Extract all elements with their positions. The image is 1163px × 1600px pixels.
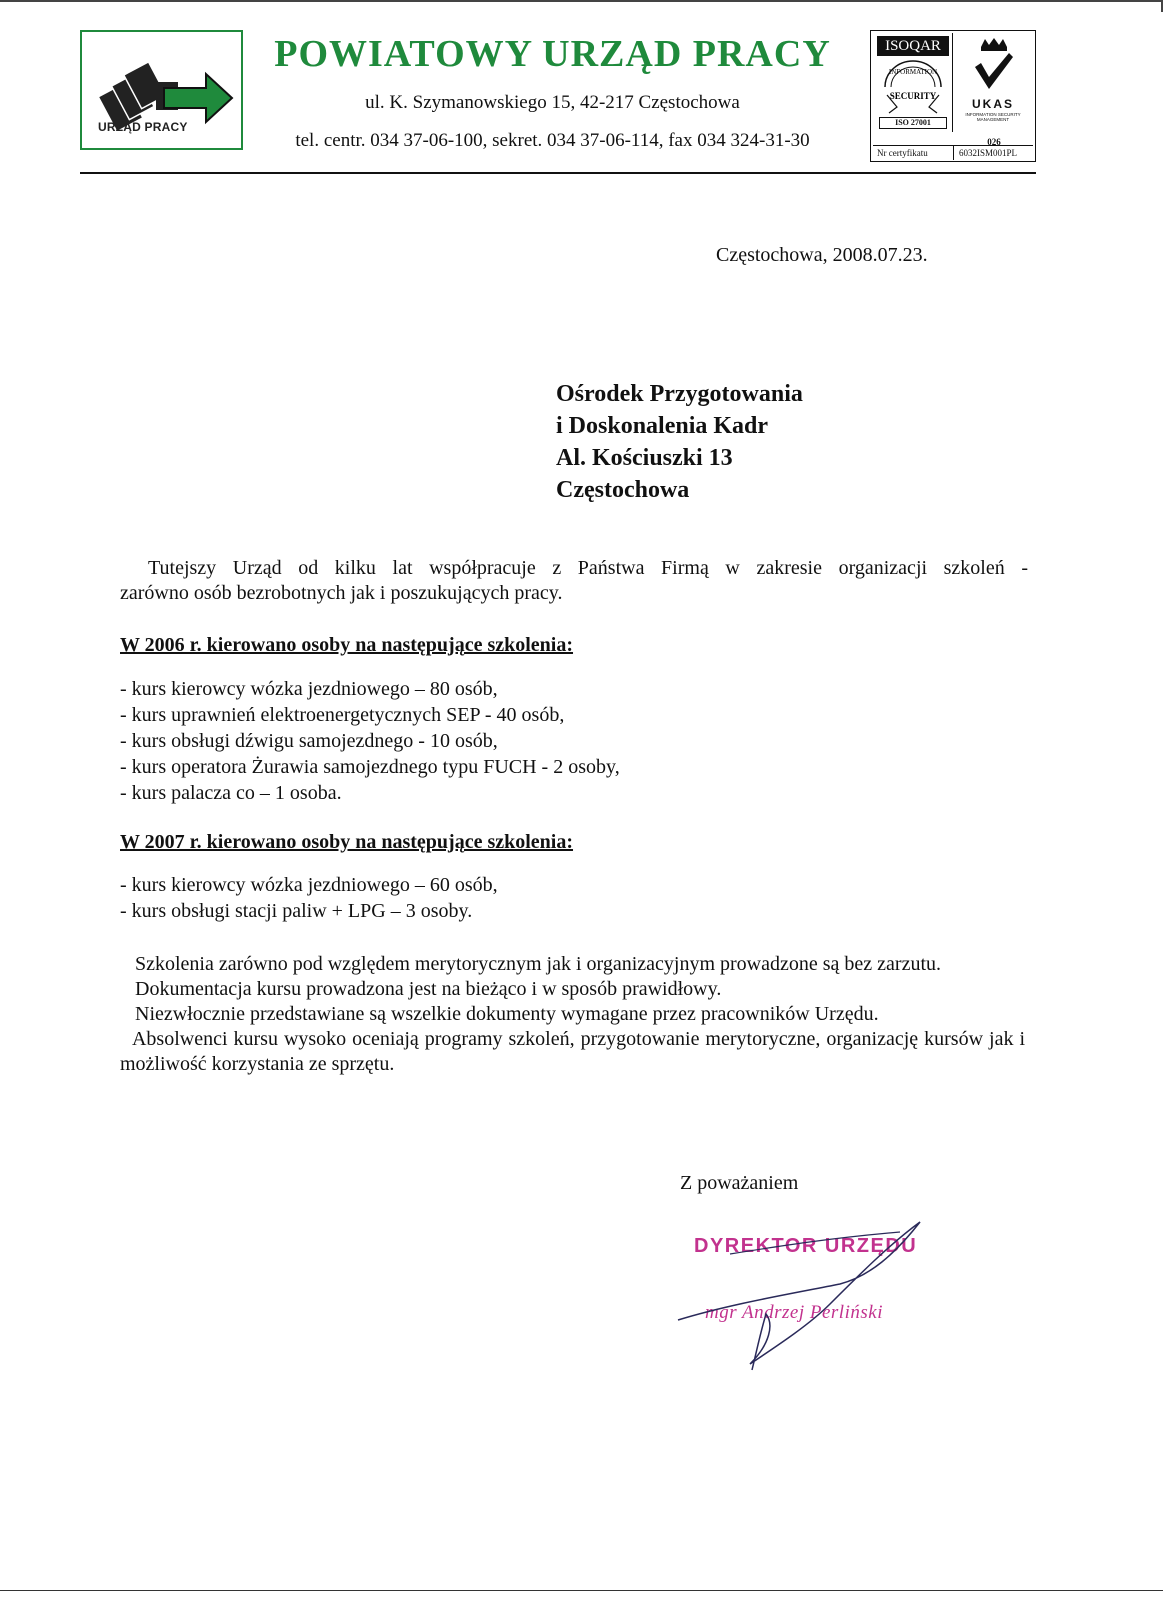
header-divider (80, 172, 1036, 174)
letter-date: Częstochowa, 2008.07.23. (716, 244, 928, 266)
logo-text: URZĄD PRACY (98, 120, 188, 134)
org-address: ul. K. Szymanowskiego 15, 42-217 Częstochowa (365, 92, 740, 113)
footer-divider (0, 1590, 1163, 1591)
closing-greeting: Z poważaniem (680, 1172, 799, 1194)
ukas-subtitle: INFORMATION SECURITY MANAGEMENT (965, 112, 1021, 122)
logo-cards-arrow-icon (94, 40, 234, 130)
ukas-title: UKAS (971, 97, 1014, 111)
list-item: - kurs palacza co – 1 osoba. (120, 782, 342, 804)
stamp-title: DYREKTOR URZĘDU (694, 1235, 918, 1257)
org-name: POWIATOWY URZĄD PRACY (274, 33, 831, 75)
closing-paragraph: Szkolenia zarówno pod względem merytorycznym jak i organizacyjnym prowadzone są bez zarzutu. (120, 953, 941, 975)
recipient-address (556, 378, 803, 506)
closing-paragraphs (120, 952, 1036, 1077)
section-heading-2007: W 2007 r. kierowano osoby na następujące szkolenia: (120, 831, 574, 853)
page-top-edge (0, 0, 1163, 2)
ukas-badge (955, 33, 1033, 147)
list-item: - kurs uprawnień elektroenergetycznych SEP - 40 osób, (120, 704, 565, 726)
handwritten-signature (670, 1214, 940, 1374)
list-item: - kurs kierowcy wózka jezdniowego – 60 osób, (120, 874, 498, 896)
intro-line: zarówno osób bezrobotnych jak i poszukujących pracy. (120, 582, 563, 604)
closing-paragraph: Dokumentacja kursu prowadzona jest na bieżąco i w sposób prawidłowy. (120, 978, 722, 1000)
recipient-line: i Doskonalenia Kadr (556, 413, 769, 439)
closing-paragraph: Absolwenci kursu wysoko oceniają programy szkoleń, przygotowanie merytoryczne, organizację kursów jak i możliwość korzystania ze sprzętu. (120, 1028, 1036, 1075)
ukas-crown-tick-icon (969, 37, 1019, 97)
course-list-2006 (120, 676, 620, 806)
recipient-line: Al. Kościuszki 13 (556, 445, 733, 471)
isoqar-ring-mid-text: SECURITY (889, 91, 937, 101)
certificate-number-divider (953, 146, 954, 160)
stamp-name: mgr Andrzej Perliński (705, 1302, 883, 1323)
recipient-line: Częstochowa (556, 477, 690, 503)
list-item: - kurs obsługi stacji paliw + LPG – 3 osoby. (120, 900, 473, 922)
closing-paragraph: Niezwłocznie przedstawiane są wszelkie dokumenty wymagane przez pracowników Urzędu. (120, 1003, 879, 1025)
isoqar-badge (873, 33, 953, 132)
certification-badges (870, 30, 1036, 162)
certificate-number-row (873, 145, 1033, 160)
list-item: - kurs operatora Żurawia samojezdnego typu FUCH - 2 osoby, (120, 756, 620, 778)
course-list-2007 (120, 872, 498, 924)
section-heading-2006: W 2006 r. kierowano osoby na następujące szkolenia: (120, 634, 574, 656)
recipient-line: Ośrodek Przygotowania (556, 381, 803, 407)
isoqar-title: ISOQAR (877, 36, 949, 56)
org-logo (80, 30, 243, 150)
list-item: - kurs obsługi dźwigu samojezdnego - 10 osób, (120, 730, 498, 752)
intro-paragraph (120, 556, 1028, 606)
list-item: - kurs kierowcy wózka jezdniowego – 80 osób, (120, 678, 498, 700)
isoqar-standard: ISO 27001 (879, 117, 947, 129)
org-contact: tel. centr. 034 37-06-100, sekret. 034 37-06-114, fax 034 324-31-30 (295, 130, 810, 151)
isoqar-ring-top-text: INFORMATION (888, 68, 938, 76)
ukas-number: 026 (987, 137, 1001, 147)
intro-line: Tutejszy Urząd od kilku lat współpracuje z Państwa Firmą w zakresie organizacji szkoleń - (148, 557, 1028, 579)
isoqar-seal-icon (877, 57, 949, 117)
certificate-number-label: Nr certyfikatu (877, 148, 928, 158)
certificate-number-value: 6032ISM001PL (959, 148, 1018, 158)
